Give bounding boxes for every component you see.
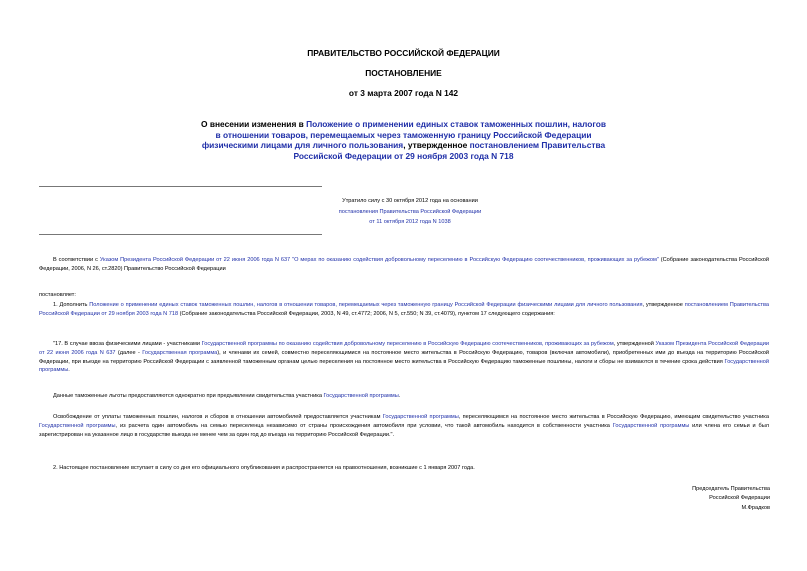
- text: ), и членами их семей, совместно переселяющимися на постоянное место жительства в Российскую Федерацию, товаров (включая автомобили), приобретенных ими до въезда на территорию Российской Федерации, при въезде на территорию Российской Федерации с заявленной таможенным органам целью переселения на постоянное место жительства в Российскую Федерацию таможенные пошлины, налоги и сборы не взимаются в течение срока действия: [39, 349, 769, 365]
- presidential-decree-link[interactable]: Указом Президента Российской Федерации от 22 июня 2006 года N 637: [39, 341, 770, 356]
- document-date-number: от 3 марта 2007 года N 142: [348, 88, 459, 98]
- text: В соответствии с: [53, 257, 100, 263]
- presidential-decree-link[interactable]: Указом Президента Российской Федерации от 22 июня 2006 года N 637: [99, 257, 291, 263]
- document-type: ПОСТАНОВЛЕНИЕ: [365, 68, 442, 78]
- document-title: [200, 119, 607, 161]
- text: , из расчета один автомобиль на семью переселенца независимо от страны происхождения автомобиля при условии, что такой автомобиль находится в собственности участника: [115, 422, 613, 429]
- state-program-link[interactable]: Государственной программы по оказанию содействия добровольному переселению в Российскую Федерацию соотечественников, проживающих за рубежом: [201, 341, 614, 347]
- paragraph-car-exemption: [39, 413, 769, 439]
- text: Освобождение от уплаты таможенных пошлин, налогов и сборов в отношении автомобилей предоставляется участникам: [53, 414, 383, 420]
- text: , утвержденное: [642, 302, 685, 308]
- regulation-link[interactable]: Положение о применении единых ставок таможенных пошлин, налогов в отношении товаров, перемещаемых через таможенную границу Российской Федерации физическими лицами для личного пользования: [89, 302, 643, 308]
- regulation-link[interactable]: Положение о применении единых ставок таможенных пошлин, налогов в отношении товаров, перемещаемых через таможенную границу Российской Федерации физическими лицами для личного пользования: [201, 119, 607, 151]
- text: Данные таможенные льготы предоставляются однократно при предъявлении свидетельства участника: [53, 393, 324, 399]
- text: "17. В случае ввоза физическими лицами - участниками: [53, 341, 202, 347]
- resolution-718-link[interactable]: постановлением Правительства Российской Федерации от 29 ноября 2003 года N 718: [293, 140, 606, 161]
- paragraph-decides: постановляет:: [39, 292, 76, 298]
- state-program-link[interactable]: Государственной программы: [39, 358, 769, 374]
- text: (Собрание законодательства Российской Федерации, 2006, N 26, ст.2820) Правительство Российской Федерации: [39, 257, 770, 272]
- divider-top: [39, 186, 322, 187]
- text: 1. Дополнить: [53, 302, 90, 308]
- state-program-link[interactable]: Государственная программа: [142, 349, 218, 356]
- decree-title-link[interactable]: "О мерах по оказанию содействия добровольному переселению в Российскую Федерацию соотечественников, проживающих за рубежом": [290, 257, 659, 263]
- resolution-718-link[interactable]: постановлением Правительства Российской Федерации от 29 ноября 2003 года N 718: [39, 302, 770, 317]
- repeal-resolution-link[interactable]: постановления Правительства Российской Федерации от 11 октября 2012 года N 1038: [338, 208, 482, 226]
- text: .: [68, 367, 70, 374]
- paragraph-item-17: [39, 340, 769, 375]
- signature-name: М.Фрадков: [741, 504, 770, 511]
- title-prefix: О внесении изменения в: [200, 119, 307, 129]
- text: .: [398, 393, 401, 399]
- text: (далее -: [115, 349, 143, 356]
- text: (Собрание законодательства Российской Федерации, 2003, N 49, ст.4772; 2006, N 5, ст.550; N 39, ст.4079), пунктом 17 следующего содержания:: [178, 310, 555, 317]
- paragraph-benefits: [39, 392, 769, 401]
- signature-position: Председатель Правительства: [692, 486, 770, 492]
- text: , переселяющимся на постоянное место жительства в Российскую Федерацию, имеющим свидетельство участника: [458, 414, 769, 420]
- state-program-link[interactable]: Государственной программы: [382, 414, 459, 420]
- status-note-line: Утратило силу с 30 октября 2012 года на основании: [342, 198, 478, 204]
- text: , утвержденной: [613, 341, 656, 347]
- state-program-link[interactable]: Государственной программы: [39, 422, 116, 429]
- paragraph-preamble: [39, 256, 769, 274]
- status-note: [290, 196, 530, 228]
- paragraph-item-2: 2. Настоящее постановление вступает в силу со дня его официального опубликования и распространяется на правоотношения, возникшие с 1 января 2007 года.: [53, 465, 475, 471]
- text: или члена его семьи и был зарегистрирован на указанное лицо в государстве выезда не менее чем за один год до въезда на территорию Российской Федерации.".: [39, 422, 770, 438]
- government-name: ПРАВИТЕЛЬСТВО РОССИЙСКОЙ ФЕДЕРАЦИИ: [307, 48, 500, 58]
- title-middle: , утвержденное: [403, 140, 470, 151]
- state-program-link[interactable]: Государственной программы: [612, 422, 690, 429]
- signature-block: [560, 485, 770, 513]
- divider-bottom: [39, 234, 322, 235]
- paragraph-item-1: [39, 301, 769, 319]
- signature-position-country: Российской Федерации: [709, 495, 770, 502]
- state-program-link[interactable]: Государственной программы: [323, 393, 399, 399]
